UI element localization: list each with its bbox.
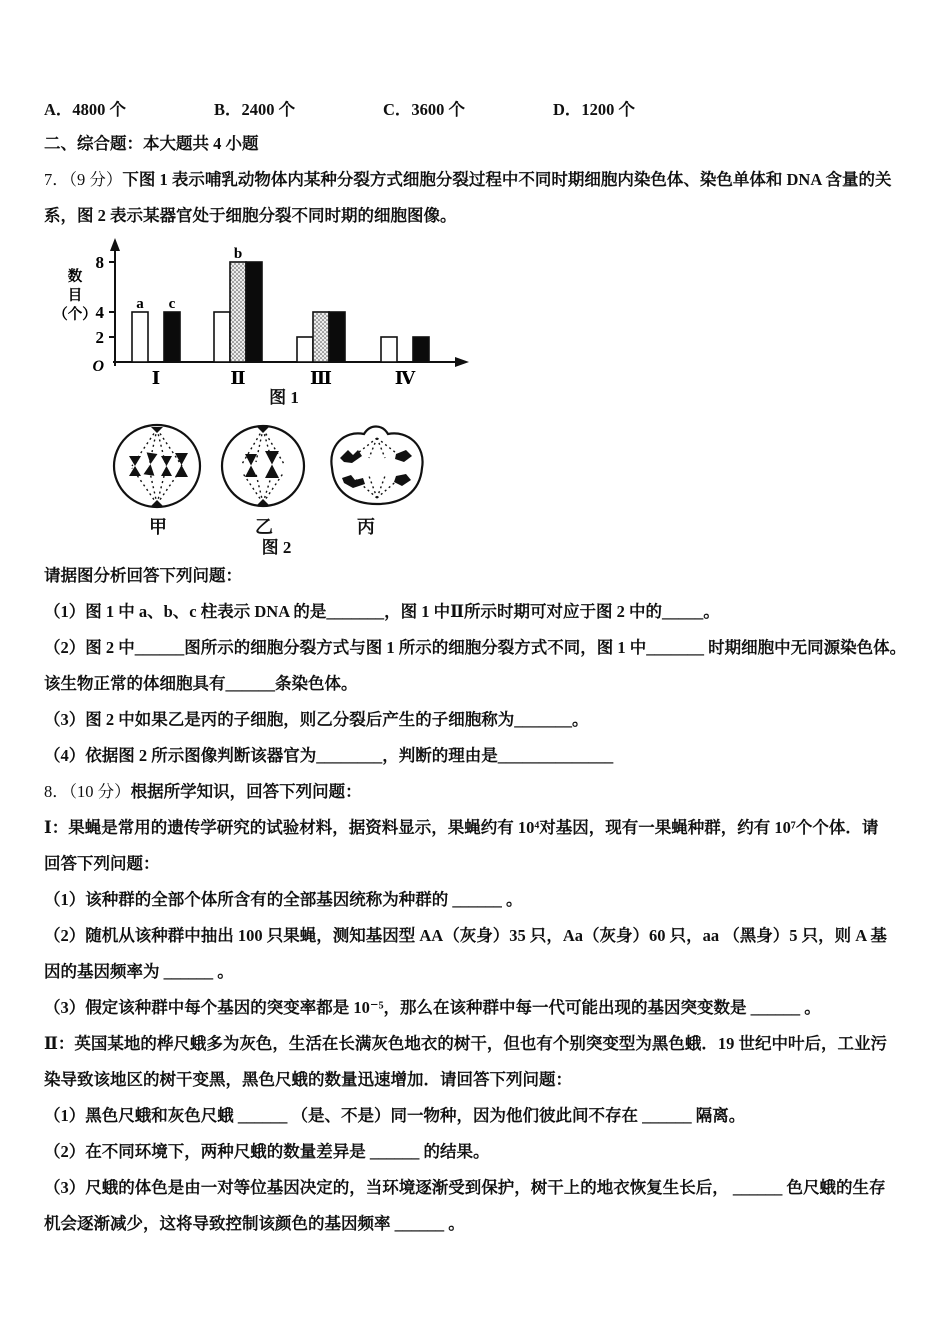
option-b: B．2400 个 bbox=[214, 100, 296, 119]
dotted-bar bbox=[230, 262, 246, 362]
q8-part2-item-3-cont: 机会逐渐减少，这将导致控制该颜色的基因频率 ______ 。 bbox=[44, 1214, 465, 1233]
q8-part2-line2: 染导致该地区的树干变黑，黑色尺蛾的数量迅速增加．请回答下列问题： bbox=[44, 1070, 572, 1089]
option-c: C．3600 个 bbox=[383, 100, 466, 119]
q8-part1-line1: Ⅰ：果蝇是常用的遗传学研究的试验材料，据资料显示，果蝇约有 10⁴对基因，现有一果蝇种群，约有 10⁷个个体．请 bbox=[44, 818, 879, 837]
q7-intro-text: 下图 1 表示哺乳动物体内某种分裂方式细胞分裂过程中不同时期细胞内染色体、染色单体和 DNA 含量的关 bbox=[122, 170, 892, 189]
q8-header bbox=[44, 782, 924, 801]
figure2-cell-labels bbox=[44, 516, 474, 538]
cell-diagram-bing bbox=[331, 427, 422, 505]
q7-prompt: 请据图分析回答下列问题： bbox=[44, 566, 242, 585]
white-bar bbox=[297, 337, 313, 362]
q7-intro-line1 bbox=[44, 170, 924, 189]
q8-part2-line1: Ⅱ：英国某地的桦尺蛾多为灰色，生活在长满灰色地衣的树干，但也有个别突变型为黑色蛾．19 世纪中叶后，工业污 bbox=[44, 1034, 888, 1053]
q8-part1-item-2-cont: 因的基因频率为 ______ 。 bbox=[44, 962, 234, 981]
dotted-bar bbox=[313, 312, 329, 362]
q8-part1-item-3: （3）假定该种群中每个基因的突变率都是 10⁻⁵，那么在该种群中每一代可能出现的基因突变数是 ______ 。 bbox=[44, 998, 821, 1017]
y-axis-title: 数 bbox=[67, 269, 83, 285]
cell-diagram-yi bbox=[222, 426, 304, 506]
cell-diagram-jia bbox=[114, 425, 200, 507]
white-bar bbox=[214, 312, 230, 362]
y-tick-label: 4 bbox=[95, 303, 104, 322]
figure2-caption: 图 2 bbox=[261, 538, 292, 557]
q7-item-4: （4）依据图 2 所示图像判断该器官为________，判断的理由是______________ bbox=[44, 746, 614, 765]
q7-item-3: （3）图 2 中如果乙是丙的子细胞，则乙分裂后产生的子细胞称为_______。 bbox=[44, 710, 589, 729]
figure1-caption: 图 1 bbox=[269, 388, 299, 407]
bar-annotation-a: a bbox=[136, 296, 144, 312]
q7-item-2-cont: 该生物正常的体细胞具有______条染色体。 bbox=[44, 674, 358, 693]
chromosomes-yi bbox=[245, 451, 279, 478]
origin-label: O bbox=[92, 358, 104, 375]
x-category-label: Ⅰ bbox=[151, 368, 161, 387]
y-tick-label: 8 bbox=[95, 253, 104, 272]
black-bar bbox=[246, 262, 262, 362]
q8-part2-item-1: （1）黑色尺蛾和灰色尺蛾 ______ （是、不是）同一物种，因为他们彼此间不存在 ______ 隔离。 bbox=[44, 1106, 746, 1125]
q8-part1-item-2: （2）随机从该种群中抽出 100 只果蝇，测知基因型 AA（灰身）35 只，Aa（灰身）60 只，aa （黑身）5 只，则 A 基 bbox=[44, 926, 887, 945]
q7-intro-line2: 系，图 2 表示某器官处于细胞分裂不同时期的细胞图像。 bbox=[44, 206, 457, 225]
y-axis-title: 目 bbox=[67, 288, 83, 304]
white-bar bbox=[132, 312, 148, 362]
q8-header-text: 根据所学知识，回答下列问题： bbox=[130, 782, 362, 801]
option-d: D．1200 个 bbox=[553, 100, 636, 119]
chromosomes-bing bbox=[340, 450, 412, 488]
chromosomes-jia bbox=[129, 452, 188, 477]
y-axis-arrow bbox=[110, 238, 120, 251]
q8-part1-line2: 回答下列问题： bbox=[44, 854, 160, 873]
x-category-label: Ⅱ bbox=[230, 368, 246, 387]
section-header: 二、综合题：本大题共 4 小题 bbox=[44, 134, 259, 153]
x-category-label: Ⅳ bbox=[394, 368, 416, 387]
q7-number: 7．（9 分） bbox=[44, 170, 123, 189]
black-bar bbox=[329, 312, 345, 362]
black-bar bbox=[164, 312, 180, 362]
answer-options-row bbox=[44, 100, 924, 119]
q7-item-2: （2）图 2 中______图所示的细胞分裂方式与图 1 所示的细胞分裂方式不同，图 1 中_______ 时期细胞中无同源染色体。 bbox=[44, 638, 907, 657]
x-category-label: Ⅲ bbox=[310, 368, 332, 387]
white-bar bbox=[381, 337, 397, 362]
cell-label-yi: 乙 bbox=[255, 517, 273, 537]
y-axis-title: （个） bbox=[53, 307, 97, 323]
q8-part2-item-2: （2）在不同环境下，两种尺蛾的数量差异是 ______ 的结果。 bbox=[44, 1142, 490, 1161]
q7-item-1: （1）图 1 中 a、b、c 柱表示 DNA 的是_______，图 1 中Ⅱ所示时期可对应于图 2 中的_____。 bbox=[44, 602, 720, 621]
q8-part1-item-1: （1）该种群的全部个体所含有的全部基因统称为种群的 ______ 。 bbox=[44, 890, 523, 909]
figure2-cell-diagrams bbox=[44, 416, 474, 516]
bar-annotation-b: b bbox=[233, 246, 243, 262]
cell-label-jia: 甲 bbox=[149, 517, 167, 537]
cell-label-bing: 丙 bbox=[357, 517, 375, 537]
q8-number: 8．（10 分） bbox=[44, 782, 131, 801]
figure1-block bbox=[44, 237, 474, 558]
x-axis-arrow bbox=[455, 357, 469, 367]
q8-part2-item-3: （3）尺蛾的体色是由一对等位基因决定的，当环境逐渐受到保护，树干上的地衣恢复生长后， ______ 色尺蛾的生存 bbox=[44, 1178, 886, 1197]
black-bar bbox=[413, 337, 429, 362]
bar-annotation-c: c bbox=[168, 296, 176, 312]
option-a: A．4800 个 bbox=[44, 100, 127, 119]
figure1-bar-chart bbox=[44, 237, 474, 387]
y-tick-label: 2 bbox=[95, 328, 104, 347]
